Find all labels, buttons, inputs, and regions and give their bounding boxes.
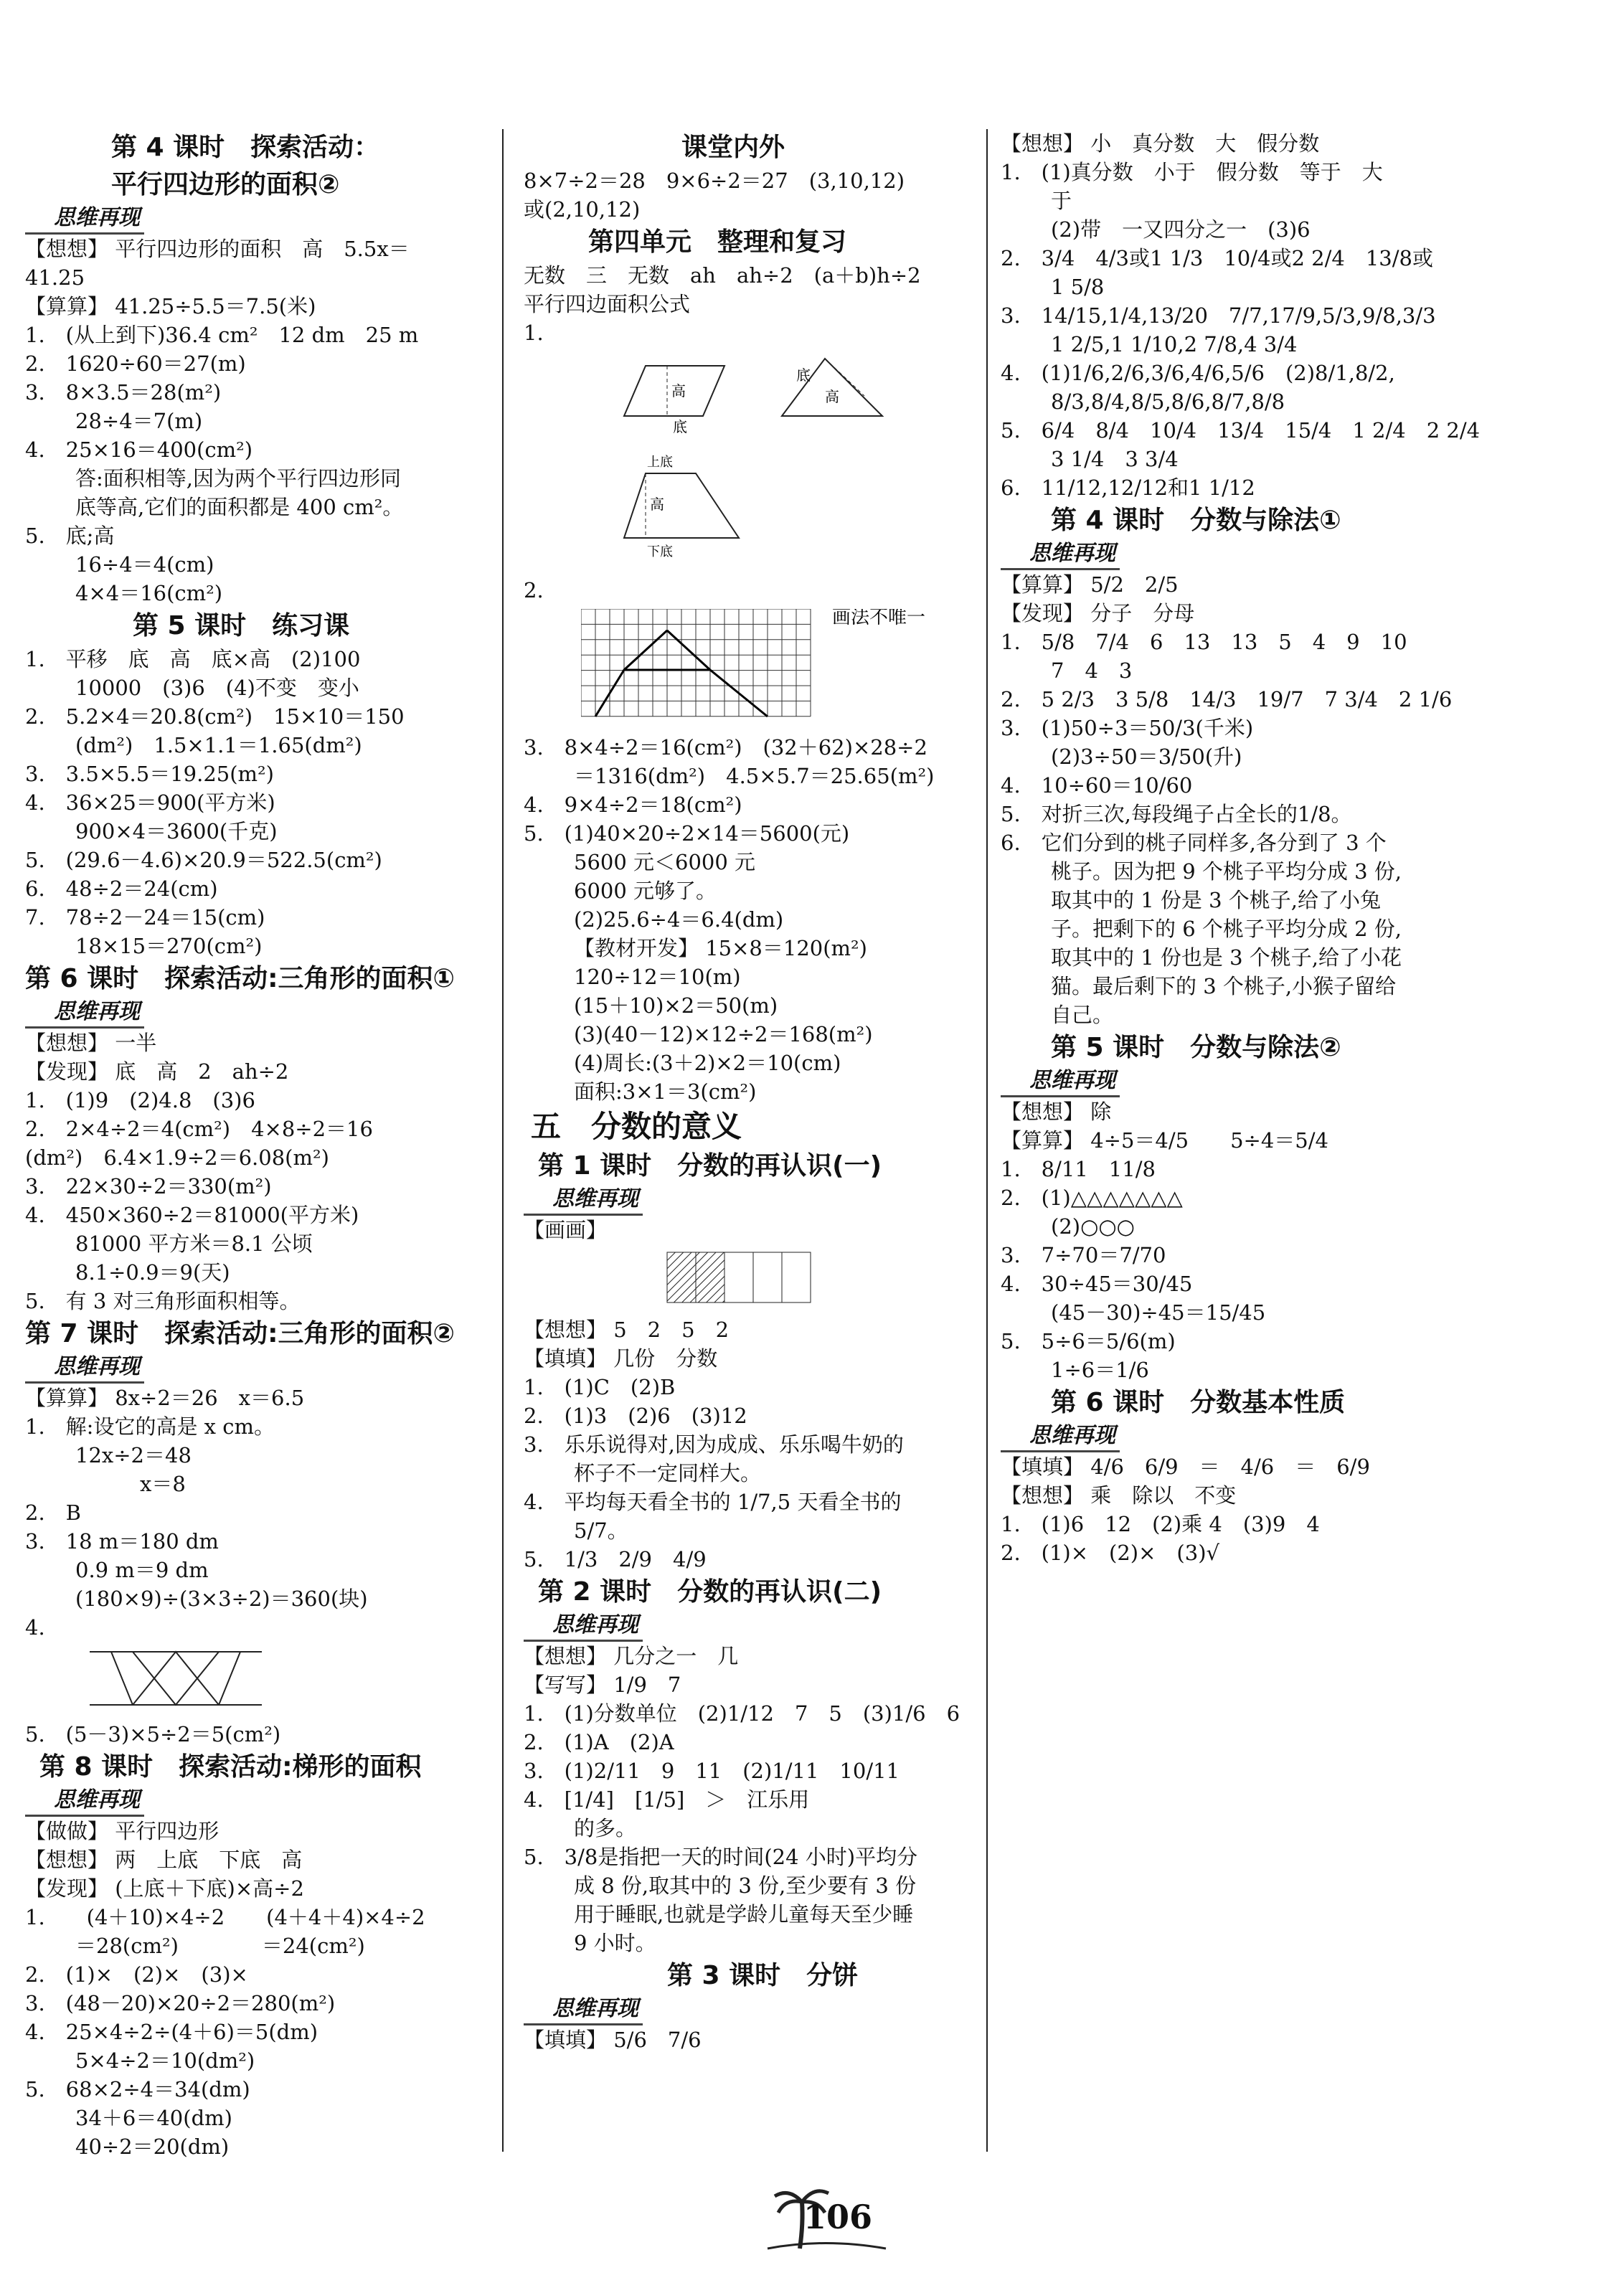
- figure-label-top-base: 上底: [647, 455, 673, 470]
- answer-line: 5. 5÷6＝5/6(m): [1001, 1329, 1176, 1353]
- section-banner: [524, 1995, 983, 2025]
- answer-line: 4. 36×25＝900(平方米): [25, 790, 275, 815]
- banner-text: 思维再现: [524, 1185, 643, 1216]
- lesson-heading: 五 分数的意义: [531, 1109, 742, 1144]
- answer-line: 3. (1)2/11 9 11 (2)1/11 10/11: [524, 1759, 900, 1783]
- answer-line: 2. 5 2/3 3 5/8 14/3 19/7 7 3/4 2 1/6: [1001, 687, 1453, 711]
- answer-line: x＝8: [140, 1472, 186, 1496]
- answer-line: 杯子不一定同样大。: [574, 1461, 762, 1485]
- answer-line: 【想想】 小 真分数 大 假分数: [1001, 131, 1320, 156]
- section-banner: [25, 1786, 491, 1817]
- answer-line: 于: [1051, 189, 1072, 213]
- answer-line: 12x÷2＝48: [75, 1443, 192, 1467]
- answer-line: 5×4÷2＝10(dm²): [75, 2048, 255, 2073]
- answer-line: 3. 18 m＝180 dm: [25, 1529, 219, 1554]
- answer-line: 8.1÷0.9＝9(天): [75, 1260, 230, 1285]
- answer-line: 3. 14/15,1/4,13/20 7/7,17/9,5/3,9/8,3/3: [1001, 303, 1436, 328]
- answer-line: 2. (1)△△△△△△△: [1001, 1186, 1183, 1210]
- answer-line: 4. 450×360÷2＝81000(平方米): [25, 1203, 359, 1227]
- lesson-heading: 课堂内外: [681, 133, 785, 162]
- answer-line: (45－30)÷45＝15/45: [1051, 1300, 1266, 1325]
- banner-text: 思维再现: [25, 998, 144, 1029]
- answer-line: 1. 平移 底 高 底×高 (2)100: [25, 647, 361, 671]
- answer-line: 1.: [524, 321, 544, 345]
- answer-line: (2)带 一又四分之一 (3)6: [1051, 217, 1311, 242]
- answer-line: (4)周长:(3＋2)×2＝10(cm): [574, 1051, 841, 1075]
- answer-line: ＝1316(dm²) 4.5×5.7＝25.65(m²): [574, 764, 935, 788]
- figure-container: [581, 1249, 983, 1311]
- answer-line: 81000 平方米＝8.1 公顷: [75, 1231, 313, 1256]
- answer-line: 1. (4＋10)×4÷2 (4＋4＋4)×4÷2: [25, 1905, 425, 1929]
- figure-label-bottom-base: 下底: [647, 544, 673, 559]
- banner-text: 思维再现: [1001, 539, 1120, 570]
- section-banner: [1001, 1422, 1596, 1452]
- answer-line: 5. 对折三次,每段绳子占全长的1/8。: [1001, 802, 1352, 826]
- answer-line: 2. (1)× (2)× (3)×: [25, 1962, 248, 1987]
- answer-line: 5600 元＜6000 元: [574, 850, 756, 874]
- svg-text:高: 高: [650, 496, 664, 513]
- banner-text: 思维再现: [25, 204, 144, 235]
- banner-text: 思维再现: [1001, 1067, 1120, 1097]
- answer-line: 6000 元够了。: [574, 879, 717, 903]
- page-number: [760, 2180, 889, 2252]
- lesson-heading: 第 5 课时 分数与除法②: [1051, 1033, 1341, 1062]
- answer-line: 4. 25×16＝400(cm²): [25, 438, 253, 462]
- figure-note: 画法不唯一: [832, 609, 926, 628]
- lesson-heading: 第四单元 整理和复习: [588, 227, 847, 257]
- answer-line: 6. 11/12,12/12和1 1/12: [1001, 476, 1255, 500]
- lesson-heading: 第 7 课时 探索活动:三角形的面积②: [25, 1319, 455, 1348]
- section-banner: [1001, 539, 1596, 570]
- answer-line: 4. 9×4÷2＝18(cm²): [524, 793, 742, 817]
- answer-line: 自己。: [1051, 1003, 1114, 1027]
- figure-label-height: 高: [671, 382, 686, 399]
- answer-line: 【发现】 分子 分母: [1001, 601, 1195, 625]
- answer-line: 34＋6＝40(dm): [75, 2106, 232, 2130]
- answer-line: 答:面积相等,因为两个平行四边形同: [75, 466, 401, 491]
- answer-line: 4×4＝16(cm²): [75, 581, 223, 605]
- answer-line: 【想想】 5 2 5 2: [524, 1318, 730, 1342]
- banner-text: 思维再现: [25, 1353, 144, 1384]
- answer-line: 3. 3.5×5.5＝19.25(m²): [25, 762, 274, 786]
- answer-line: 【写写】 1/9 7: [524, 1673, 681, 1697]
- answer-line: 3. 8×3.5＝28(m²): [25, 380, 222, 405]
- answer-line: 1. 8/11 11/8: [1001, 1157, 1156, 1181]
- answer-line: 取其中的 1 份是 3 个桃子,给了小兔: [1051, 888, 1381, 912]
- answer-line: 5. 68×2÷4＝34(dm): [25, 2077, 250, 2101]
- answer-line: 【填填】 5/6 7/6: [524, 2028, 702, 2052]
- answer-line: 2.: [524, 578, 544, 602]
- answer-line: 【画画】: [524, 1218, 608, 1242]
- answer-line: 【想想】 乘 除以 不变: [1001, 1483, 1237, 1508]
- answer-line: 桃子。因为把 9 个桃子平均分成 3 份,: [1051, 859, 1402, 884]
- section-banner: [1001, 1067, 1596, 1097]
- answer-line: (2)3÷50＝3/50(升): [1051, 744, 1242, 769]
- answer-line: 41.25: [25, 265, 85, 290]
- section-banner: [25, 1353, 491, 1384]
- answer-line: 8/3,8/4,8/5,8/6,8/7,8/8: [1051, 389, 1285, 414]
- answer-line: 3. 7÷70＝7/70: [1001, 1243, 1166, 1267]
- answer-line: 4. [1/4] [1/5] ＞ 江乐用: [524, 1787, 810, 1812]
- answer-line: 2. B: [25, 1500, 81, 1525]
- answer-line: 4. (1)1/6,2/6,3/6,4/6,5/6 (2)8/1,8/2,: [1001, 361, 1395, 385]
- answer-line: 3. (48－20)×20÷2＝280(m²): [25, 1991, 336, 2015]
- grid-drawing-figure: [581, 609, 983, 724]
- answer-line: 【想想】 平行四边形的面积 高 5.5x＝: [25, 237, 410, 261]
- section-banner: [524, 1185, 983, 1216]
- lesson-heading: 第 4 课时 探索活动：: [111, 133, 380, 162]
- answer-line: ＝28(cm²) ＝24(cm²): [75, 1934, 365, 1958]
- answer-line: 3. (1)50÷3＝50/3(千米): [1001, 716, 1254, 740]
- answer-line: 9 小时。: [574, 1931, 656, 1955]
- lesson-heading: 第 4 课时 分数与除法①: [1051, 506, 1341, 535]
- answer-line: 4. 10÷60＝10/60: [1001, 773, 1193, 798]
- figure-label-base: 底: [673, 418, 687, 435]
- banner-text: 思维再现: [524, 1995, 643, 2025]
- lesson-heading: 第 6 课时 分数基本性质: [1051, 1388, 1346, 1417]
- answer-line: 5. 有 3 对三角形面积相等。: [25, 1289, 301, 1313]
- answer-line: 平行四边面积公式: [524, 292, 691, 316]
- banner-text: 思维再现: [524, 1611, 643, 1642]
- answer-line: (dm²) 6.4×1.9÷2＝6.08(m²): [25, 1145, 329, 1170]
- answer-line: 5. 3/8是指把一天的时间(24 小时)平均分: [524, 1845, 918, 1869]
- answer-column-3: [1001, 129, 1596, 1567]
- bowtie-figure: [82, 1646, 269, 1711]
- answer-line: (2)25.6÷4＝6.4(dm): [574, 907, 784, 932]
- answer-line: (15＋10)×2＝50(m): [574, 993, 778, 1018]
- answer-line: 1. (1)6 12 (2)乘 4 (3)9 4: [1001, 1512, 1320, 1536]
- answer-line: (180×9)÷(3×3÷2)＝360(块): [75, 1587, 368, 1611]
- answer-line: 2. 3/4 4/3或1 1/3 10/4或2 2/4 13/8或: [1001, 246, 1433, 270]
- answer-line: 4. 25×4÷2÷(4＋6)＝5(dm): [25, 2020, 318, 2044]
- answer-line: 2. (1)× (2)× (3)√: [1001, 1541, 1219, 1565]
- answer-line: 2. (1)A (2)A: [524, 1730, 674, 1754]
- answer-line: 4.: [25, 1615, 45, 1640]
- answer-line: 5. (29.6－4.6)×20.9＝522.5(cm²): [25, 848, 382, 872]
- answer-line: 18×15＝270(cm²): [75, 934, 263, 958]
- lesson-heading: 第 8 课时 探索活动:梯形的面积: [39, 1752, 422, 1782]
- answer-line: 1÷6＝1/6: [1051, 1358, 1149, 1382]
- answer-line: 【算算】 41.25÷5.5＝7.5(米): [25, 294, 316, 318]
- section-banner: [25, 204, 491, 235]
- answer-line: 7. 78÷2－24＝15(cm): [25, 905, 265, 930]
- answer-line: 5. 6/4 8/4 10/4 13/4 15/4 1 2/4 2 2/4: [1001, 418, 1481, 443]
- answer-line: 10000 (3)6 (4)不变 变小: [75, 676, 359, 700]
- fraction-bar-figure: [581, 1249, 839, 1306]
- answer-line: 1. (1)9 (2)4.8 (3)6: [25, 1088, 255, 1112]
- answer-line: 120÷12＝10(m): [574, 965, 741, 989]
- answer-line: 【做做】 平行四边形: [25, 1819, 219, 1843]
- svg-text:高: 高: [825, 388, 839, 405]
- answer-line: 取其中的 1 份也是 3 个桃子,给了小花: [1051, 945, 1402, 970]
- answer-line: 5. 1/3 2/9 4/9: [524, 1547, 707, 1571]
- page-number-text: 106: [803, 2198, 873, 2236]
- answer-line: 【填填】 几份 分数: [524, 1346, 718, 1371]
- answer-line: 1. (1)分数单位 (2)1/12 7 5 (3)1/6 6: [524, 1701, 960, 1726]
- answer-line: 0.9 m＝9 dm: [75, 1558, 209, 1582]
- lesson-heading: 第 5 课时 练习课: [133, 611, 350, 640]
- answer-line: 的多。: [574, 1816, 637, 1840]
- answer-line: 3 1/4 3 3/4: [1051, 447, 1179, 471]
- answer-line: 【教材开发】 15×8＝120(m²): [574, 936, 867, 960]
- section-banner: [25, 998, 491, 1029]
- answer-line: 7 4 3: [1051, 658, 1133, 683]
- answer-line: 【算算】 8x÷2＝26 x＝6.5: [25, 1386, 305, 1410]
- answer-line: 1. 解:设它的高是 x cm。: [25, 1414, 275, 1439]
- answer-line: 成 8 份,取其中的 3 份,至少要有 3 份: [574, 1873, 917, 1898]
- answer-line: 1. (1)真分数 小于 假分数 等于 大: [1001, 160, 1383, 184]
- answer-line: 【发现】 (上底＋下底)×高÷2: [25, 1876, 304, 1901]
- answer-line: 6. 它们分到的桃子同样多,各分到了 3 个: [1001, 831, 1387, 855]
- answer-line: 面积:3×1＝3(cm²): [574, 1079, 757, 1104]
- base-height-figures: [581, 351, 940, 567]
- section-banner: [524, 1611, 983, 1642]
- answer-line: 【想想】 除: [1001, 1100, 1112, 1124]
- answer-line: 5. (1)40×20÷2×14＝5600(元): [524, 821, 850, 846]
- answer-line: 40÷2＝20(dm): [75, 2134, 230, 2159]
- lesson-heading: 平行四边形的面积②: [111, 170, 340, 199]
- answer-column-1: [25, 129, 491, 2161]
- answer-line: 28÷4＝7(m): [75, 409, 203, 433]
- answer-line: 1 5/8: [1051, 275, 1105, 299]
- answer-line: 1. (从上到下)36.4 cm² 12 dm 25 m: [25, 323, 419, 347]
- answer-line: 【发现】 底 高 2 ah÷2: [25, 1059, 289, 1084]
- answer-line: 【想想】 几分之一 几: [524, 1644, 739, 1668]
- column-divider-right: [986, 129, 988, 2152]
- answer-line: 2. 5.2×4＝20.8(cm²) 15×10＝150: [25, 704, 405, 729]
- answer-line: 【想想】 两 上底 下底 高: [25, 1848, 303, 1872]
- answer-line: 1. (1)C (2)B: [524, 1375, 676, 1399]
- answer-line: 用于睡眠,也就是学龄儿童每天至少睡: [574, 1902, 914, 1926]
- answer-line: 3. 8×4÷2＝16(cm²) (32＋62)×28÷2: [524, 735, 927, 760]
- answer-line: 猫。最后剩下的 3 个桃子,小猴子留给: [1051, 974, 1397, 998]
- answer-line: 【算算】 4÷5＝4/5 5÷4＝5/4: [1001, 1128, 1328, 1153]
- figure-container: [82, 1646, 491, 1716]
- answer-line: 4. 30÷45＝30/45: [1001, 1272, 1193, 1296]
- answer-line: 4. 平均每天看全书的 1/7,5 天看全书的: [524, 1490, 902, 1514]
- lesson-heading: 第 1 课时 分数的再认识(一): [538, 1151, 882, 1181]
- answer-line: 1 2/5,1 1/10,2 7/8,4 3/4: [1051, 332, 1298, 356]
- answer-line: 1. 5/8 7/4 6 13 13 5 4 9 10: [1001, 630, 1407, 654]
- answer-line: 底等高,它们的面积都是 400 cm²。: [75, 495, 404, 519]
- answer-line: 3. 22×30÷2＝330(m²): [25, 1174, 272, 1198]
- answer-line: 16÷4＝4(cm): [75, 552, 214, 577]
- banner-text: 思维再现: [1001, 1422, 1120, 1452]
- answer-line: 2. 1620÷60＝27(m): [25, 351, 246, 376]
- banner-text: 思维再现: [25, 1786, 144, 1817]
- answer-line: (dm²) 1.5×1.1＝1.65(dm²): [75, 733, 362, 757]
- answer-line: 900×4＝3600(千克): [75, 819, 278, 843]
- svg-text:底: 底: [796, 367, 811, 384]
- lesson-heading: 第 3 课时 分饼: [667, 1961, 859, 1990]
- answer-line: 子。把剩下的 6 个桃子平均分成 2 份,: [1051, 917, 1402, 941]
- answer-line: 6. 48÷2＝24(cm): [25, 876, 218, 901]
- answer-line: 5/7。: [574, 1518, 628, 1543]
- answer-line: 【想想】 一半: [25, 1031, 157, 1055]
- answer-column-2: [524, 129, 983, 2054]
- answer-line: 无数 三 无数 ah ah÷2 (a＋b)h÷2: [524, 263, 921, 288]
- answer-line: (3)(40－12)×12÷2＝168(m²): [574, 1022, 873, 1046]
- answer-line: 或(2,10,12): [524, 197, 641, 222]
- figure-container: [581, 609, 983, 729]
- answer-line: 5. (5－3)×5÷2＝5(cm²): [25, 1722, 281, 1746]
- lesson-heading: 第 2 课时 分数的再认识(二): [538, 1577, 882, 1607]
- lesson-heading: 第 6 课时 探索活动:三角形的面积①: [25, 964, 455, 993]
- figure-container: [581, 351, 983, 572]
- answer-line: 3. 乐乐说得对,因为成成、乐乐喝牛奶的: [524, 1432, 904, 1457]
- column-divider-left: [502, 129, 504, 2152]
- answer-line: 2. 2×4÷2＝4(cm²) 4×8÷2＝16: [25, 1117, 373, 1141]
- answer-line: 5. 底;高: [25, 524, 115, 548]
- answer-line: (2)○○○: [1051, 1214, 1135, 1239]
- answer-line: 【填填】 4/6 6/9 ＝ 4/6 ＝ 6/9: [1001, 1455, 1370, 1479]
- answer-line: 8×7÷2＝28 9×6÷2＝27 (3,10,12): [524, 169, 905, 193]
- answer-line: 2. (1)3 (2)6 (3)12: [524, 1404, 747, 1428]
- answer-line: 【算算】 5/2 2/5: [1001, 572, 1179, 597]
